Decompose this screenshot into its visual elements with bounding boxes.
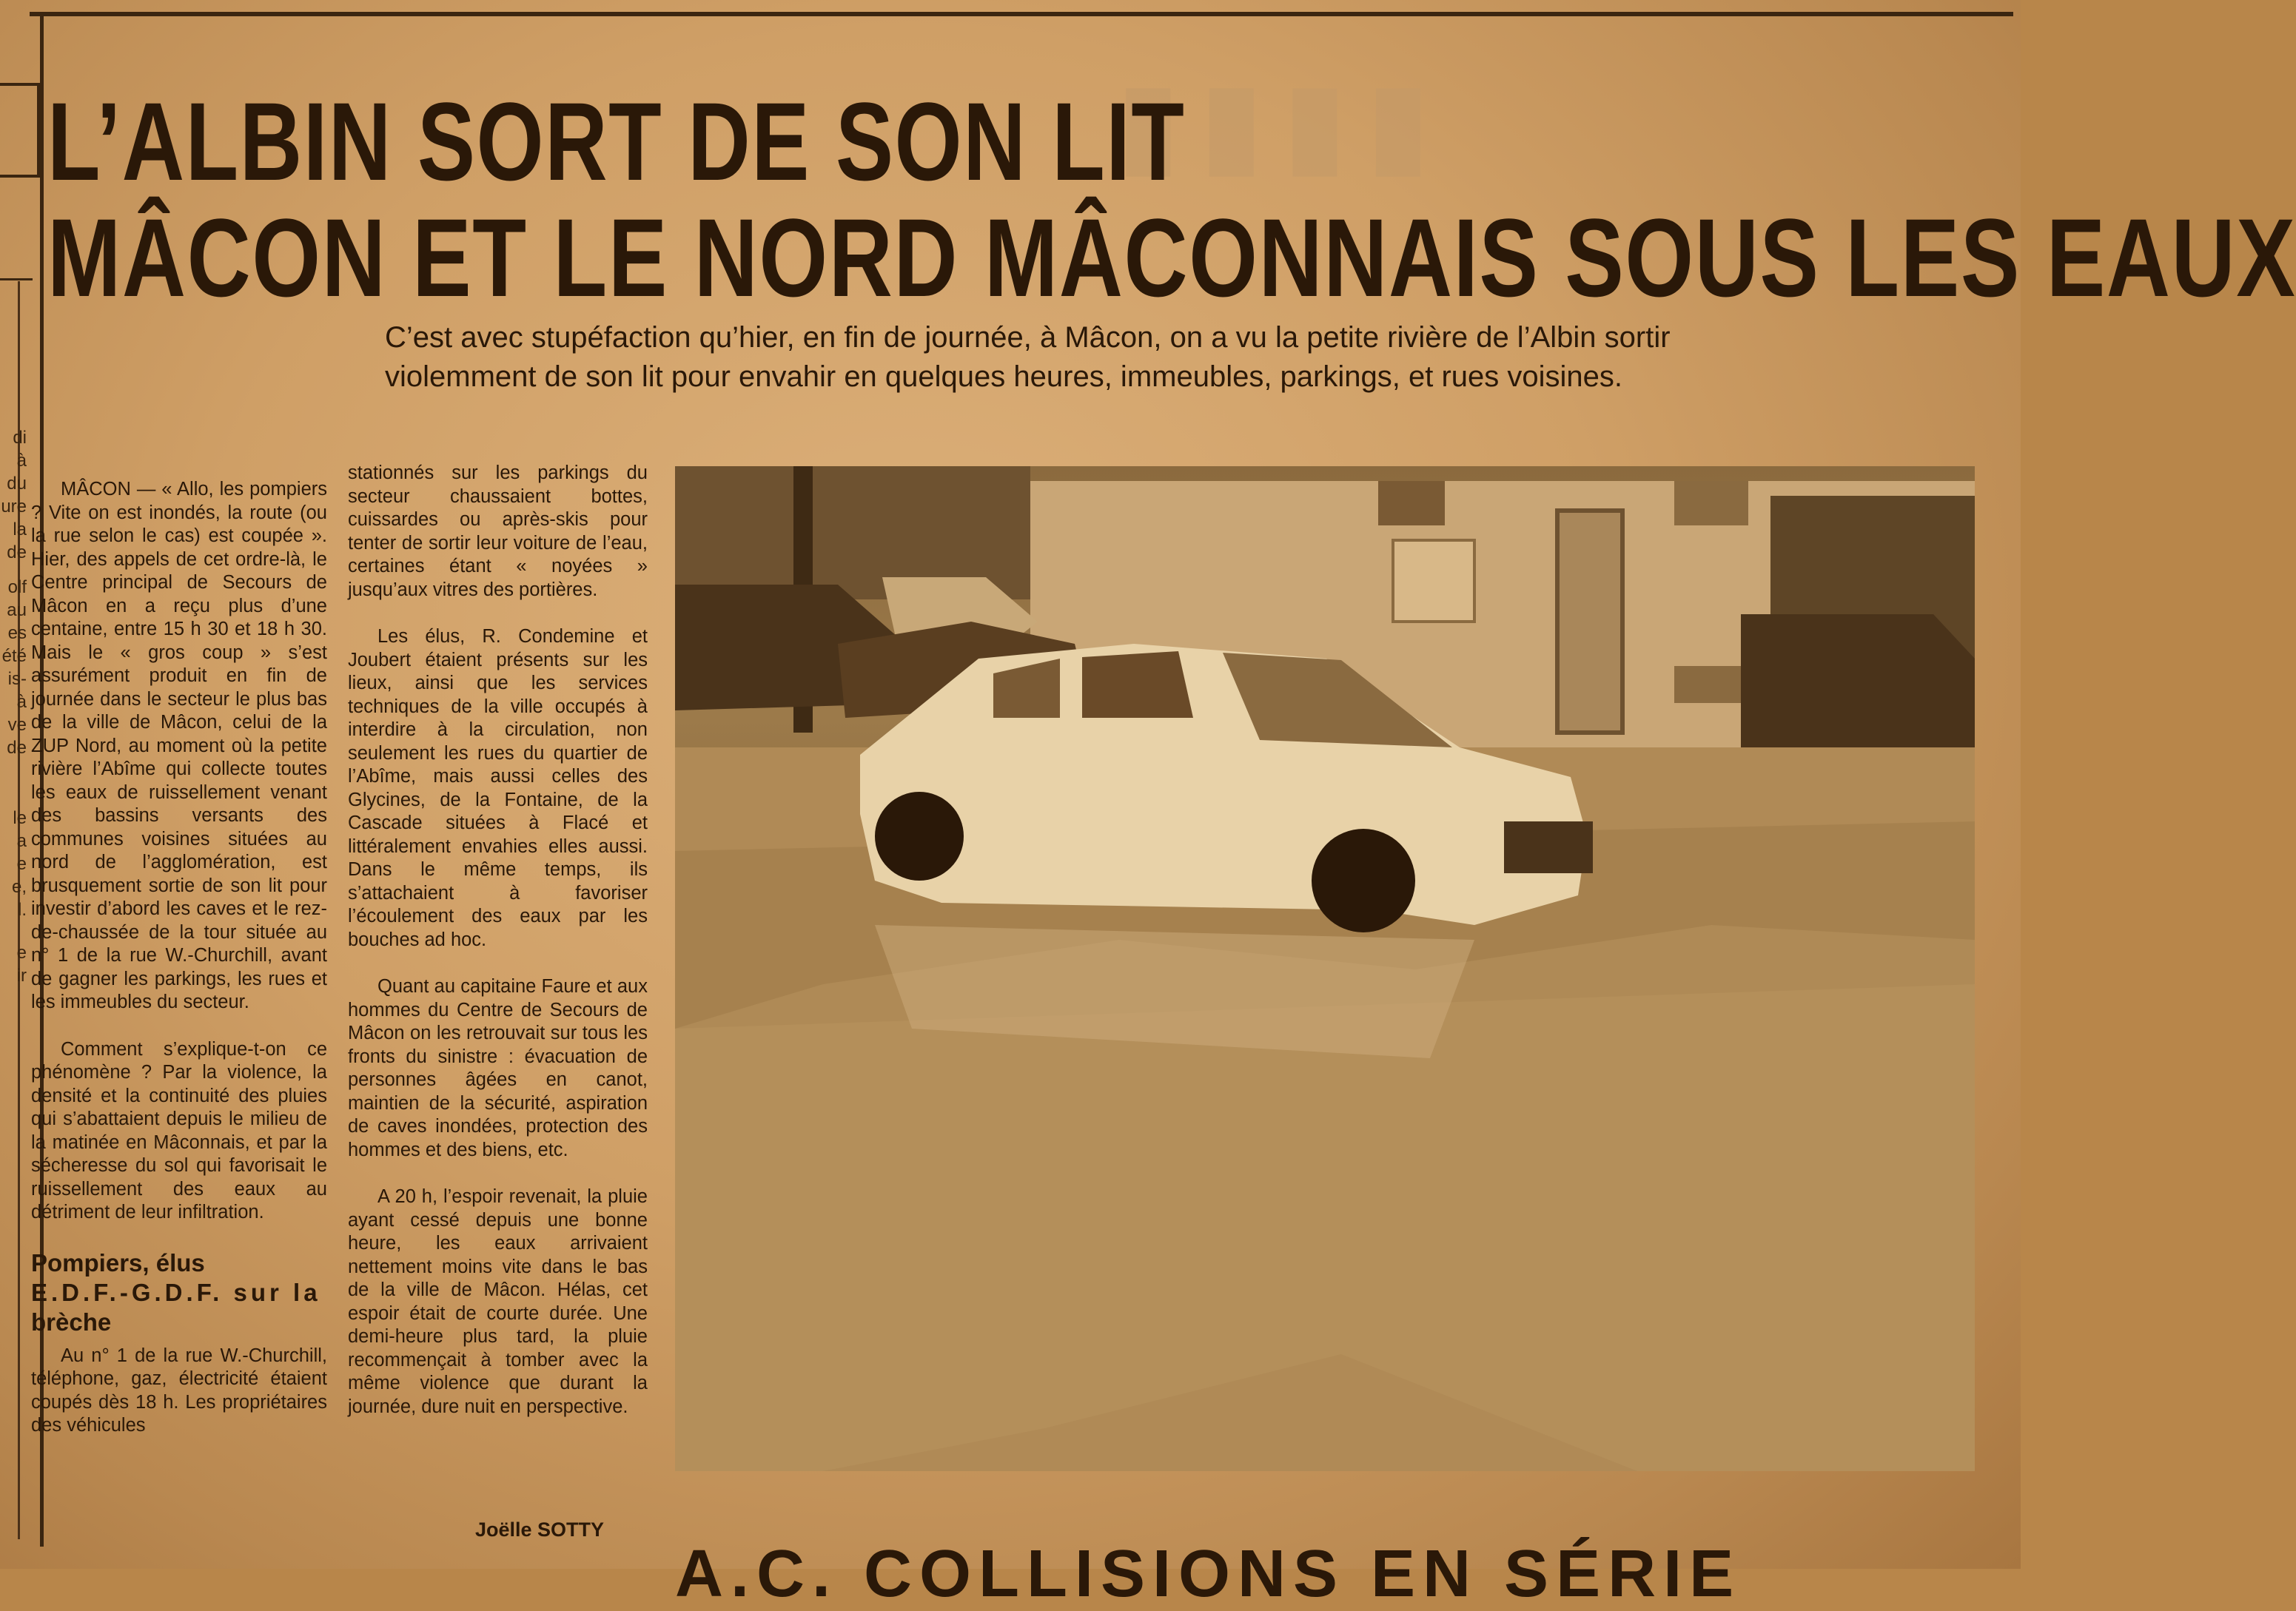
left-fragment-text: le a e e, l. — [11, 808, 27, 920]
subheading-line: E.D.F.-G.D.F. sur la — [31, 1278, 321, 1306]
article-column-1 — [31, 478, 327, 1462]
paragraph: MÂCON — « Allo, les pompiers ? Vite on est inondés, la route (ou la rue selon le cas) est coupée ». Hier, des appels de cet ordre-là, le Centre principal de Secours de Mâcon en a reçu plus d’une centaine, entre 15 h 30 et 18 h 30. Mais le « gros coup » s’est assurément produit en fin de journée dans le secteur le plus bas de la ville de Mâcon, celui de la ZUP Nord, au moment où la petite rivière l’Abîme qui collecte toutes les eaux de ruissellement venant des bassins versants des communes voisines situées au nord de l’agglomération, est brusquement sortie de son lit pour investir d’abord les caves et le rez-de-chaussée de la tour située au n° 1 de la rue W.-Churchill, avant de gagner les parkings, les rues et les immeubles du secteur. — [31, 479, 327, 1012]
top-rule — [30, 12, 2013, 16]
paragraph: Au n° 1 de la rue W.-Churchill, téléphone, gaz, électricité étaient coupés dès 18 h. Les propriétaires des véhicules — [31, 1345, 327, 1436]
paragraph: stationnés sur les parkings du secteur chaussaient bottes, cuissardes ou après-skis pour tenter de sortir leur voiture de l’eau, certaines étant « noyées » jusqu’aux vitres des portières. — [348, 463, 648, 600]
paragraph: Quant au capitaine Faure et aux hommes du Centre de Secours de Mâcon on les retrouvait sur tous les fronts du sinistre : évacuation de personnes âgées en canot, maintien de la sécurité, aspiration de caves inondées, protection des hommes et des biens, etc. — [348, 976, 648, 1160]
left-fragment-text: di à du ure la de — [1, 428, 27, 562]
subheading — [31, 1248, 327, 1337]
flood-photo — [675, 466, 1975, 1471]
bleed-through-shapes: ▮▮▮▮ — [1118, 61, 1451, 185]
headline-line-2: MÂCON ET LE NORD MÂCONNAIS SOUS LES EAUX — [47, 195, 2296, 320]
adjacent-article-rule — [0, 278, 33, 280]
paragraph: Les élus, R. Condemine et Joubert étaient présents sur les lieux, ainsi que les services techniques de la ville occupés à interdire à la circulation, non seulement les rues du quartier de l’Abîme, mais aussi celles des Glycines, de la Fontaine, de la Cascade situées à Flacé et littéralement envahies elles aussi. Dans le même temps, ils s’attachaient à favoriser l’écoulement des eaux par les bouches ad hoc. — [348, 626, 648, 950]
next-article-headline: A.C. COLLISIONS EN SÉRIE — [675, 1537, 1742, 1611]
author-byline: Joëlle SOTTY — [475, 1518, 605, 1541]
headline-line-1: L’ALBIN SORT DE SON LIT — [47, 79, 1186, 204]
subheading-line: Pompiers, élus — [31, 1248, 205, 1277]
article-column-2 — [348, 462, 648, 1442]
paragraph: A 20 h, l’espoir revenait, la pluie ayant cessé depuis une bonne heure, les eaux arrivaient nettement moins vite dans le bas de la ville de Mâcon. Hélas, cet espoir était de courte durée. Une demi-heure plus tard, la pluie recommençait à tomber avec la même violence que durant la journée, dure nuit en perspective. — [348, 1186, 648, 1417]
flood-photo-illustration — [675, 466, 1975, 1471]
left-fragment-text: olf au es été is- à ve de — [1, 577, 27, 758]
left-fragment-text: e ir — [16, 943, 27, 986]
subheading-line: brèche — [31, 1308, 112, 1336]
adjacent-article-box — [0, 83, 40, 178]
paragraph: Comment s’explique-t-on ce phénomène ? Par la violence, la densité et la continuité des pluies qui s’abattaient depuis le milieu de la matinée en Mâconnais, et par la sécheresse du sol qui favorisait le ruissellement des eaux au détriment de leur infiltration. — [31, 1038, 327, 1222]
article-intro: C’est avec stupéfaction qu’hier, en fin de journée, à Mâcon, on a vu la petite rivière de l’Albin sortir violemment de son lit pour envahir en quelques heures, immeubles, parkings, et rues voisines. — [385, 321, 1671, 393]
